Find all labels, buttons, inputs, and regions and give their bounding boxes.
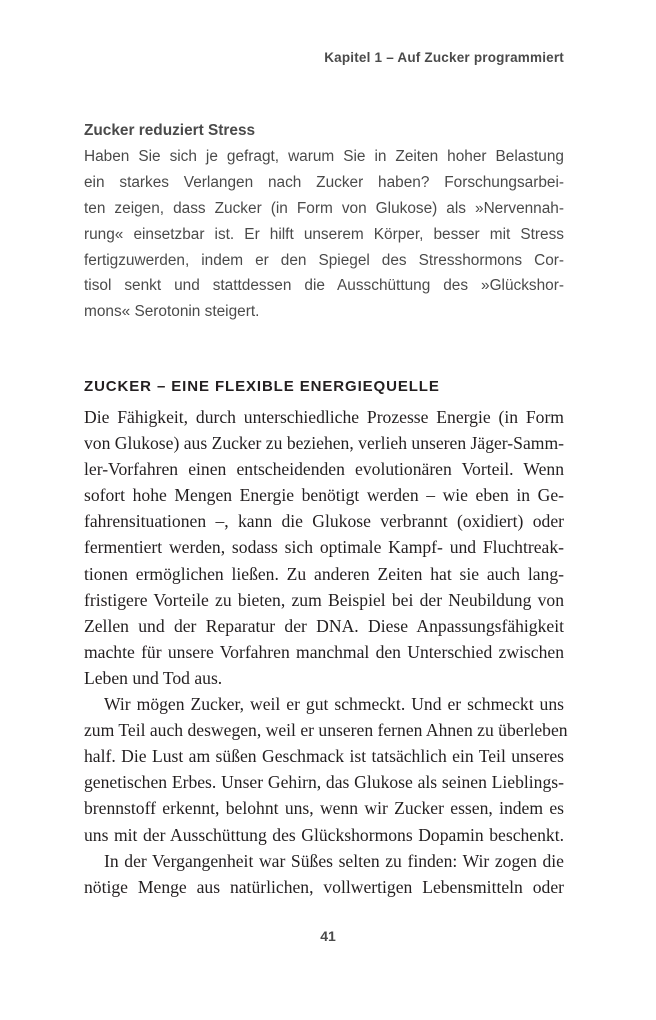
box-line: ten zeigen, dass Zucker (in Form von Glukose) als »Nervennah- xyxy=(84,199,564,217)
text-line: nötige Menge aus natürlichen, vollwertigen Lebensmitteln oder xyxy=(84,876,564,897)
text-line: uns mit der Ausschüttung des Glückshormons Dopamin beschenkt. xyxy=(84,824,564,845)
running-header: Kapitel 1 – Auf Zucker programmiert xyxy=(324,50,564,65)
text-line: Zellen und der Reparatur der DNA. Diese Anpassungsfähigkeit xyxy=(84,615,564,636)
text-line: fahrensituationen –, kann die Glukose verbrannt (oxidiert) oder xyxy=(84,511,564,532)
text-line: Leben und Tod aus. xyxy=(84,667,223,688)
page-number: 41 xyxy=(320,928,336,944)
text-line: machte für unsere Vorfahren manchmal den Unterschied zwischen xyxy=(84,641,564,662)
box-heading: Zucker reduziert Stress xyxy=(84,122,256,139)
section-heading: ZUCKER – EINE FLEXIBLE ENERGIEQUELLE xyxy=(84,378,440,395)
text-line: ler-Vorfahren einen entscheidenden evolutionären Vorteil. Wenn xyxy=(84,459,564,480)
box-line: Haben Sie sich je gefragt, warum Sie in Zeiten hoher Belastung xyxy=(84,147,564,165)
box-line: mons« Serotonin steigert. xyxy=(84,303,260,321)
text-line: Die Fähigkeit, durch unterschiedliche Prozesse Energie (in Form xyxy=(84,407,564,427)
text-line: half. Die Lust am süßen Geschmack ist tatsächlich ein Teil unseres xyxy=(84,746,564,767)
text-line: Wir mögen Zucker, weil er gut schmeckt. Und er schmeckt uns xyxy=(104,694,564,715)
text-line: sofort hohe Mengen Energie benötigt werden – wie eben in Ge- xyxy=(84,485,564,506)
text-line: genetischen Erbes. Unser Gehirn, das Glukose als seinen Lieblings- xyxy=(84,772,564,793)
text-line: fermentiert werden, sodass sich optimale Kampf- und Fluchtreak- xyxy=(84,537,564,558)
text-line: von Glukose) aus Zucker zu beziehen, verlieh unseren Jäger-Samm- xyxy=(84,433,564,454)
box-line: rung« einsetzbar ist. Er hilft unserem Körper, besser mit Stress xyxy=(84,225,564,243)
body-text xyxy=(84,404,568,900)
box-line: ein starkes Verlangen nach Zucker haben? Forschungsarbei- xyxy=(84,173,564,191)
text-line: zum Teil auch deswegen, weil er unseren fernen Ahnen zu überleben xyxy=(84,720,568,741)
text-line: In der Vergangenheit war Süßes selten zu finden: Wir zogen die xyxy=(104,850,564,871)
box-line: tisol senkt und stattdessen die Ausschüttung des »Glückshor- xyxy=(84,277,564,295)
sidebar-box xyxy=(84,118,564,325)
text-line: brennstoff erkennt, belohnt uns, wenn wir Zucker essen, indem es xyxy=(84,798,564,819)
box-line: fertigzuwerden, indem er den Spiegel des Stresshormons Cor- xyxy=(84,251,564,269)
text-line: fristigere Vorteile zu bieten, zum Beispiel bei der Neubildung von xyxy=(84,589,564,610)
text-line: tionen ermöglichen ließen. Zu anderen Zeiten hat sie auch lang- xyxy=(84,563,564,584)
